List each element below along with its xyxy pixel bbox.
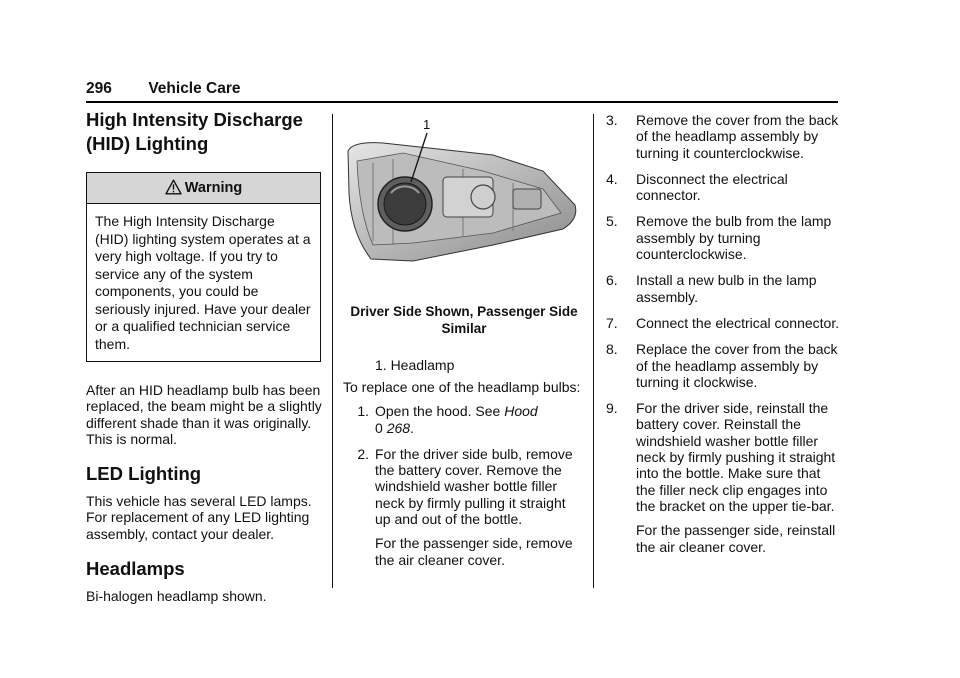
step-number: 4.	[606, 170, 618, 187]
step-item	[606, 112, 842, 161]
headlamps-paragraph: Bi-halogen headlamp shown.	[86, 588, 267, 605]
page-header	[86, 80, 241, 98]
column-middle	[343, 113, 585, 578]
step-item	[343, 446, 585, 568]
page-number: 296	[86, 80, 112, 97]
step-text: For the driver side, reinstall the battery cover. Reinstall the windshield washer bottle filler neck by firmly pushing it straight into the bottle. Make sure that the filler neck clip engages into the bracket on the upper tie-bar.	[636, 400, 836, 514]
step-text: Replace the cover from the back of the headlamp assembly by turning it clockwise.	[636, 341, 838, 390]
warning-box	[86, 172, 321, 362]
step-item	[606, 171, 842, 204]
figure-callout-1: 1	[423, 117, 431, 132]
page-reference-icon: 0	[375, 419, 383, 436]
headlamp-assembly-illustration	[343, 113, 585, 299]
step-item	[606, 400, 842, 555]
column-left	[86, 108, 322, 612]
step-number: 7.	[606, 314, 618, 331]
section-title: Vehicle Care	[148, 80, 241, 97]
step-item	[606, 213, 842, 262]
step-subtext: For the passenger side, remove the air cleaner cover.	[375, 535, 573, 568]
step-number: 6.	[606, 272, 618, 289]
replace-intro: To replace one of the headlamp bulbs:	[343, 379, 581, 395]
step-number: 5.	[606, 213, 618, 230]
headlamp-figure	[343, 113, 585, 299]
column-divider	[332, 114, 333, 588]
step-number: 2.	[357, 445, 369, 462]
step-text: For the driver side bulb, remove the battery cover. Remove the windshield washer bottle filler neck by firmly pulling it straight up and out of the bottle.	[375, 445, 573, 528]
step-text: Remove the bulb from the lamp assembly by turning counterclockwise.	[636, 213, 832, 263]
step-text: Disconnect the electrical connector.	[636, 170, 788, 204]
step-subtext: For the passenger side, reinstall the air cleaner cover.	[636, 522, 836, 555]
figure-caption: Driver Side Shown, Passenger Side Similar	[350, 304, 578, 336]
column-right	[606, 112, 842, 565]
warning-header	[87, 173, 320, 204]
steps-list-part2	[606, 112, 842, 555]
hid-lighting-heading: High Intensity Discharge (HID) Lighting	[86, 109, 303, 154]
steps-list-part1	[343, 403, 585, 568]
step-text: Remove the cover from the back of the headlamp assembly by turning it counterclockwise.	[636, 112, 839, 161]
column-divider	[593, 114, 594, 588]
led-paragraph: This vehicle has several LED lamps. For replacement of any LED lighting assembly, contact your dealer.	[86, 493, 312, 542]
header-rule	[86, 101, 838, 103]
figure-legend: 1. Headlamp	[375, 357, 455, 373]
headlamps-heading: Headlamps	[86, 558, 185, 580]
step-number: 8.	[606, 341, 618, 358]
step-item: 1. Open the hood. See Hood 0 268.	[343, 403, 585, 436]
step-number: 3.	[606, 112, 618, 128]
step-number: 9.	[606, 400, 618, 417]
step-item	[606, 341, 842, 390]
step-number: 1.	[357, 403, 369, 420]
step-text: Open the hood. See	[375, 403, 505, 420]
page-reference-number[interactable]: 268	[386, 419, 411, 436]
led-lighting-heading: LED Lighting	[86, 463, 202, 485]
hood-reference-link[interactable]: Hood	[504, 403, 538, 420]
step-item	[606, 272, 842, 305]
step-item	[606, 315, 842, 331]
warning-icon	[165, 179, 182, 195]
step-text: Install a new bulb in the lamp assembly.	[636, 272, 817, 305]
hid-paragraph: After an HID headlamp bulb has been replaced, the beam might be a slightly different shade than it was originally. This is normal.	[86, 382, 322, 447]
warning-title: Warning	[184, 180, 243, 196]
warning-text: The High Intensity Discharge (HID) lighting system operates at a very high voltage. If you try to service any of the system components, you could be seriously injured. Have your dealer or a qualified technician service them.	[95, 213, 311, 352]
step-text: Connect the electrical connector.	[636, 314, 840, 331]
